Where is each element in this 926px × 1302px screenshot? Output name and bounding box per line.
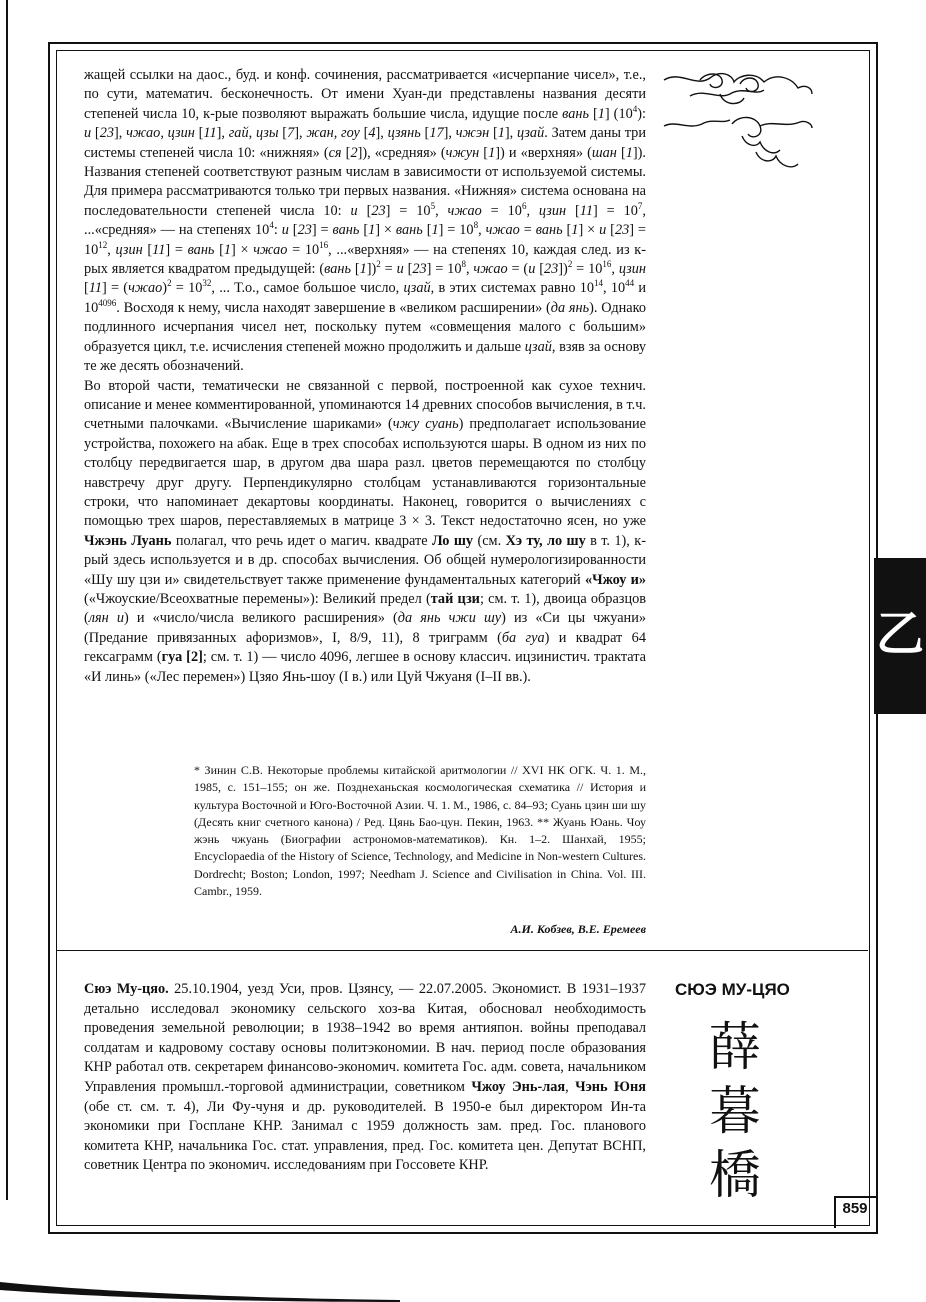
p2-text-e: в т. 1), к-рый здесь используется и в др. способах вычисления. Об общей нумерологизированности «Шу шу цзи и» свидетельствует также применение фундаментальных категорий — [84, 532, 646, 588]
p2-text-j: ) и квадрат 64 гексаграмм ( — [84, 629, 646, 666]
p1-text: жащей ссылки на даос., буд. и конф. сочинения, рассматривается «исчерпание чисел», т.е., по сути, математич. бесконечность. От имени Хуан-ди представлены названия десяти степеней числа 10, к-рые позволяют выражать большие числа, идущие после — [84, 67, 646, 122]
entry2-text-a: 25.10.1904, уезд Уси, пров. Цзянсу, — 22.07.2005. Экономист. В 1931–1937 детально исследовал экономику сельского хоз-ва Китая, обосновал необходимость проведения земельной революции; в 1938–1942 во время антияпон. войны преподавал солдатам и кадровому составу основы политэкономии. В нач. период после образования КНР работал отв. секретарем финансово-экономич. комитета Гос. адм. совета, начальником Управления промышл.-торговой администрации, советником — [84, 981, 646, 1095]
headword: СЮЭ МУ-ЦЯО — [675, 980, 790, 999]
xref-gua[interactable]: гуа [2] — [161, 649, 203, 666]
section-tab-glyph: 乙 — [876, 606, 925, 662]
scan-edge-line — [6, 0, 8, 1200]
xref-zhen-luan[interactable]: Чжэнь Луань — [84, 532, 172, 549]
bibliography — [194, 762, 646, 900]
p2-text-c: полагал, что речь идет о магич. квадрате — [171, 532, 432, 549]
xref-he-tu-lo-shu[interactable]: Хэ ту, ло шу — [505, 532, 586, 549]
entry-continuation — [84, 66, 646, 687]
term-zhu-suan: чжу суань — [392, 416, 459, 433]
entry2-text-b: (обе ст. см. т. 4), Ли Фу-чуня и др. руководителей. В 1950-е был директором Ин-та экономики при Госплане КНР. Занимал с 1959 должность зам. пред. Гос. планового комитета КНР, начальника Гос. стат. управления, пред. Гос. комитета цен. Депутат ВСНП, советник Центра по экономич. исследованиям при Госсовете КНР. — [84, 1098, 646, 1174]
entry2-sep: , — [565, 1078, 576, 1095]
p2-text-b: ) предполагает использование устройства, похожего на абак. Еще в трех способах используются шары. В одном из них по столбцу передвигается шар, в другом два шара разл. цветов перемещаются по столбцу навстречу друг другу. Перпендикулярно столбцам устанавливаются горизонтальные строки, что напоминает декартовы координаты. Наконец, говорится о вычислениях с помощью трех шаров, переставляемых в матрице 3 × 3. Текст недостаточно ясен, но уже — [84, 416, 646, 530]
xref-zhou-i[interactable]: «Чжоу и» — [584, 571, 646, 588]
p2-text-i: ) из «Си цы чжуани» (Предание привязанных афоризмов», I, 8/9, 11), 8 триграмм ( — [84, 610, 646, 646]
paragraph-1: жащей ссылки на даос., буд. и конф. сочинения, рассматривается «исчерпание чисел», т.е., по сути, математич. бесконечность. От имени Хуан-ди представлены названия десяти степеней числа 10, к-рые позволяют выражать большие числа, идущие после вань [1] $(10^4)$: и [23], чжао, цзин [11], гай, цзы [7], жан, гоу [4], цзянь [17], чжэн [1], цзай. Затем даны три системы степеней числа 10: «нижняя» (ся [2]), «средняя» (чжун [1]) и «верхняя» (шан [1]). Названия степеней соответствуют разным числам в зависимости от используемой системы. Для примера рассматриваются только три первых названия. «Нижняя» система основана на последовательности степеней числа 10: и $[23] = 10^5$, чжао = $10^6$, цзин $[11] = 10^7$, ...«средняя» — на степенях $10^4$: и [23] = вань [1] × вань $[1] = 10^8$, чжао = вань [1] × и $[23] = 10^{12}$, цзин [11] = вань [1] × чжао = $10^{16}$, ...«верхняя» — на степенях 10, каждая след. из к-рых является квадратом предыдущей: (вань [1])$^2$ = и $[23] = 10^8$, чжао = (и $[23])^2 = 10^{16}$, цзин [11] = (чжао)$^2$ = $10^{32}$, ... Т.о., самое большое число, цзай, в этих системах равно $10^{14}$, $10^{44}$ и $10^{4096}$. Восходя к нему, числа находят завершение в «великом расширении» (да янь). Однако подлинного исчерпания чисел нет, поскольку путем «совмещения малого с большим» образуется цикл, т.е. исчисления степеней можно продолжить и дальше цзай, взяв за основу те же десять обозначений. — [84, 67, 647, 375]
xref-chen-yun[interactable]: Чэнь Юня — [575, 1078, 646, 1095]
term-da-yan-zhi-shu: да янь чжи шу — [397, 610, 502, 627]
entry-authors: А.И. Кобзев, В.Е. Еремеев — [510, 922, 646, 936]
entry2-lead: Сюэ Му-цяо. — [84, 981, 169, 997]
hanzi-char-1: 薛 — [708, 1018, 761, 1078]
p2-text-k: ; см. т. 1) — число 4096, легшее в основу классич. ицзинистич. трактата «И линь» («Лес перемен») Цзяо Янь-шоу (I в.) или Цуй Чжуаня (I–II вв.). — [84, 649, 646, 685]
cloud-ornament-icon — [660, 66, 816, 176]
term-ba-gua: ба гуа — [501, 629, 545, 646]
xref-lo-shu[interactable]: Ло шу — [432, 532, 474, 549]
entry2-paragraph — [84, 980, 646, 1176]
p2-text-f: («Чжоуские/Всеохватные перемены»): Великий предел ( — [84, 590, 431, 607]
xref-zhou-enlai[interactable]: Чжоу Энь-лая — [471, 1078, 566, 1095]
p2-text-a: Во второй части, тематически не связанной с первой, построенной как сухое технич. описание и менее комментированной, упоминаются 14 древних способов вычисления, в т.ч. счетными палочками. «Вычисление шариками» ( — [84, 377, 646, 433]
bibliography-text: * Зинин С.В. Некоторые проблемы китайской аритмологии // XVI НК ОГК. Ч. 1. М., 1985, с. 151–155; он же. Позднеханьская космологическая схематика // История и культура Восточной и Юго-Восточной Азии. Ч. 1. М., 1986, с. 84–93; Суань цзин ши шу (Десять книг счетного канона) / Ред. Цянь Бао-цун. Пекин, 1963. ** Жуань Юань. Чоу жэнь чжуань (Биографии астрономов-математиков). Кн. 1–2. Шанхай, 1955; Encyclopaedia of the History of Science, Technology, and Medicine in Non-western Cultures. Dordrecht; Boston; London, 1997; Needham J. Science and Civilisation in China. Vol. III. Cambr., 1959. — [194, 763, 646, 899]
page-number: 859 — [842, 1200, 868, 1217]
headword-hanzi — [700, 1016, 770, 1208]
p2-text-d: (см. — [473, 532, 506, 549]
entry-xue-muqiao — [84, 980, 646, 1176]
xref-tai-tszi[interactable]: тай цзи — [430, 590, 480, 607]
entry-divider — [56, 950, 868, 951]
paragraph-2 — [84, 377, 646, 688]
term-lyan-i: лян и — [88, 610, 124, 627]
scan-edge-mark-icon — [0, 1268, 400, 1302]
hanzi-char-3: 橋 — [708, 1146, 761, 1206]
hanzi-char-2: 暮 — [708, 1082, 761, 1142]
p2-text-g: ; см. т. 1), двоица образцов ( — [84, 590, 647, 627]
p2-text-h: ) и «число/числа великого расширения» ( — [124, 610, 398, 627]
